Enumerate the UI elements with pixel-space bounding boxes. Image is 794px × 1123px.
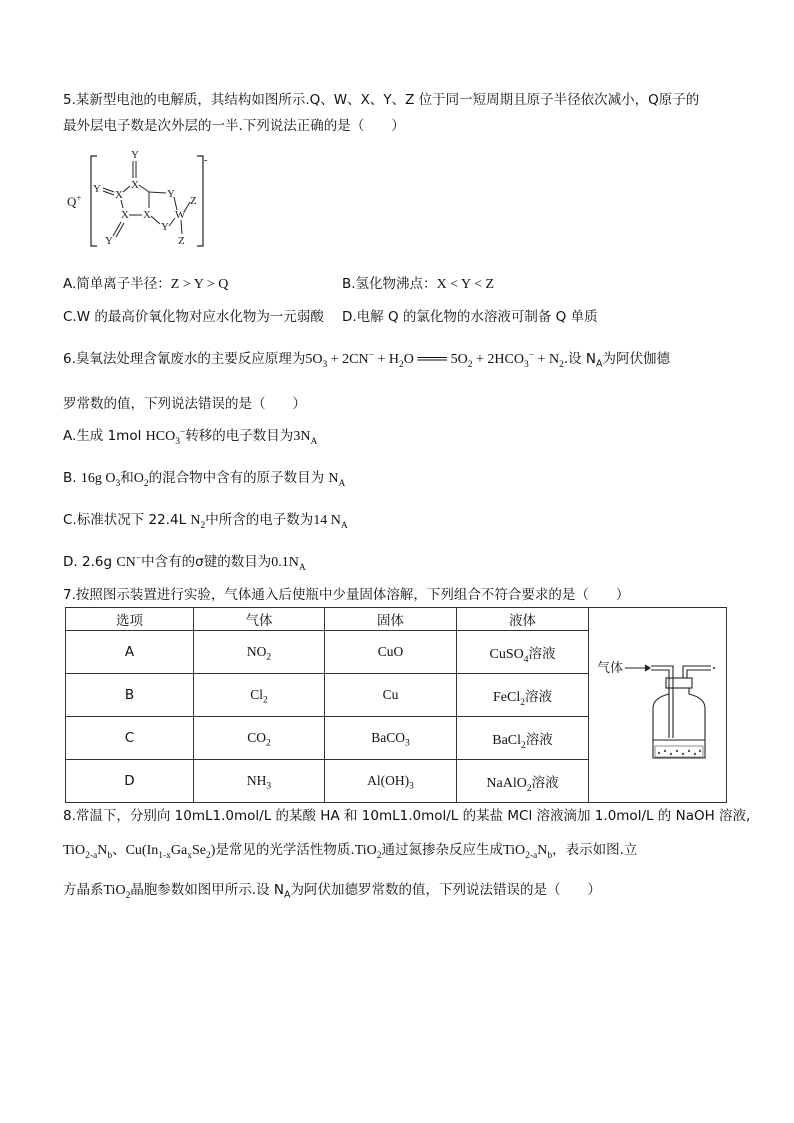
- row-d-liquid: NaAlO$_2$溶液: [457, 760, 589, 803]
- row-b-gas: $Cl_2$: [194, 674, 325, 717]
- q5-stem-line1: 5.某新型电池的电解质，其结构如图所示.Q、W、X、Y、Z 位于同一短周期且原子半径依次减小，Q原子的: [63, 92, 700, 108]
- q5-stem-line2: 最外层电子数是次外层的一半.下列说法正确的是（ ）: [63, 118, 405, 134]
- header-solid: 固体: [325, 608, 457, 631]
- row-a-option: A: [66, 631, 194, 674]
- row-a-gas: $NO_2$: [194, 631, 325, 674]
- q6-option-c: C.标准状况下 22.4L $N_2$中所含的电子数为14 $N_A$: [63, 512, 348, 531]
- q5-option-d: D.电解 Q 的氯化物的水溶液可制备 Q 单质: [342, 309, 598, 325]
- atom-y-bl: Y: [105, 235, 113, 247]
- q5-structure-figure: [63, 150, 213, 250]
- atom-y-low: Y: [161, 221, 169, 233]
- atom-x-top: X: [131, 179, 139, 191]
- atom-y-right: Y: [167, 188, 175, 200]
- q6-option-d: D. 2.6g CN−中含有的σ键的数目为$0.1N_A$: [63, 553, 306, 573]
- q6-stem-line1: 6.臭氧法处理含氰废水的主要反应原理为$5O_3 + 2CN^- + H_2O$ ═══ $5O_2 + 2HCO_3^- + N_2$.设 $N_A$为阿伏伽德: [63, 350, 670, 370]
- q5-option-b: B.氢化物沸点：X < Y < Z: [342, 276, 495, 292]
- q8-stem-line2: $TiO_{2-a}N_b$、$Cu(In_{1-x}Ga_xSe_2)$是常见的光学活性物质.TiO$_2$通过氮掺杂反应生成$TiO_{2-a}N_b$，表示如图.立: [63, 842, 638, 861]
- row-d-solid: $Al(OH)_3$: [325, 760, 457, 803]
- svg-text:-: -: [204, 155, 208, 166]
- apparatus-cell: [589, 608, 727, 803]
- row-a-solid: CuO: [325, 631, 457, 674]
- q6-option-a: A.生成 1mol $HCO_3^-$转移的电子数目为$3N_A$: [63, 427, 318, 447]
- svg-text:气体: 气体: [597, 661, 624, 676]
- row-b-liquid: FeCl$_2$溶液: [457, 674, 589, 717]
- row-c-option: C: [66, 717, 194, 760]
- q5-option-c: C.W 的最高价氧化物对应水化物为一元弱酸: [63, 309, 324, 325]
- gas-washing-bottle-figure: [589, 608, 726, 798]
- row-d-gas: $NH_3$: [194, 760, 325, 803]
- q6-equation: $5O_3 + 2CN^- + H_2O$ ═══ $5O_2 + 2HCO_3^- + N_2$: [305, 350, 564, 370]
- q8-stem-line1: 8.常温下，分别向 10mL1.0mol/L 的某酸 HA 和 10mL1.0mol/L 的某盐 MCl 溶液滴加 1.0mol/L 的 NaOH 溶液,: [63, 808, 751, 824]
- row-b-option: B: [66, 674, 194, 717]
- row-b-solid: Cu: [325, 674, 457, 717]
- header-option: 选项: [66, 608, 194, 631]
- q6-stem-line2: 罗常数的值，下列说法错误的是（ ）: [63, 396, 306, 412]
- atom-x-left: X: [115, 189, 123, 201]
- atom-w: W: [175, 209, 186, 221]
- atom-y-top: Y: [131, 150, 139, 161]
- header-gas: 气体: [194, 608, 325, 631]
- row-a-liquid: CuSO$_4$溶液: [457, 631, 589, 674]
- row-c-solid: BaCO$_3$: [325, 717, 457, 760]
- header-liquid: 液体: [457, 608, 589, 631]
- atom-z2: Z: [178, 235, 185, 247]
- q8-stem-line3: 方晶系TiO$_2$晶胞参数如图甲所示.设 $N_A$为阿伏加德罗常数的值，下列说法错误的是（ ）: [63, 882, 601, 901]
- q7-table: [65, 607, 727, 803]
- atom-y-left: Y: [93, 183, 101, 195]
- row-d-option: D: [66, 760, 194, 803]
- q7-stem: 7.按照图示装置进行实验，气体通入后使瓶中少量固体溶解，下列组合不符合要求的是（ ）: [63, 587, 630, 603]
- atom-x-mid: X: [121, 209, 129, 221]
- atom-z1: Z: [190, 195, 197, 207]
- q5-cation: Q+: [67, 193, 82, 209]
- table-header-row: [66, 608, 727, 631]
- q5-option-a: A.简单离子半径：Z > Y > Q: [63, 276, 229, 292]
- row-c-liquid: BaCl$_2$溶液: [457, 717, 589, 760]
- q6-option-b: B. 16g $O_3$和$O_2$的混合物中含有的原子数目为 $N_A$: [63, 470, 346, 489]
- row-c-gas: $CO_2$: [194, 717, 325, 760]
- atom-x-mid2: X: [143, 209, 151, 221]
